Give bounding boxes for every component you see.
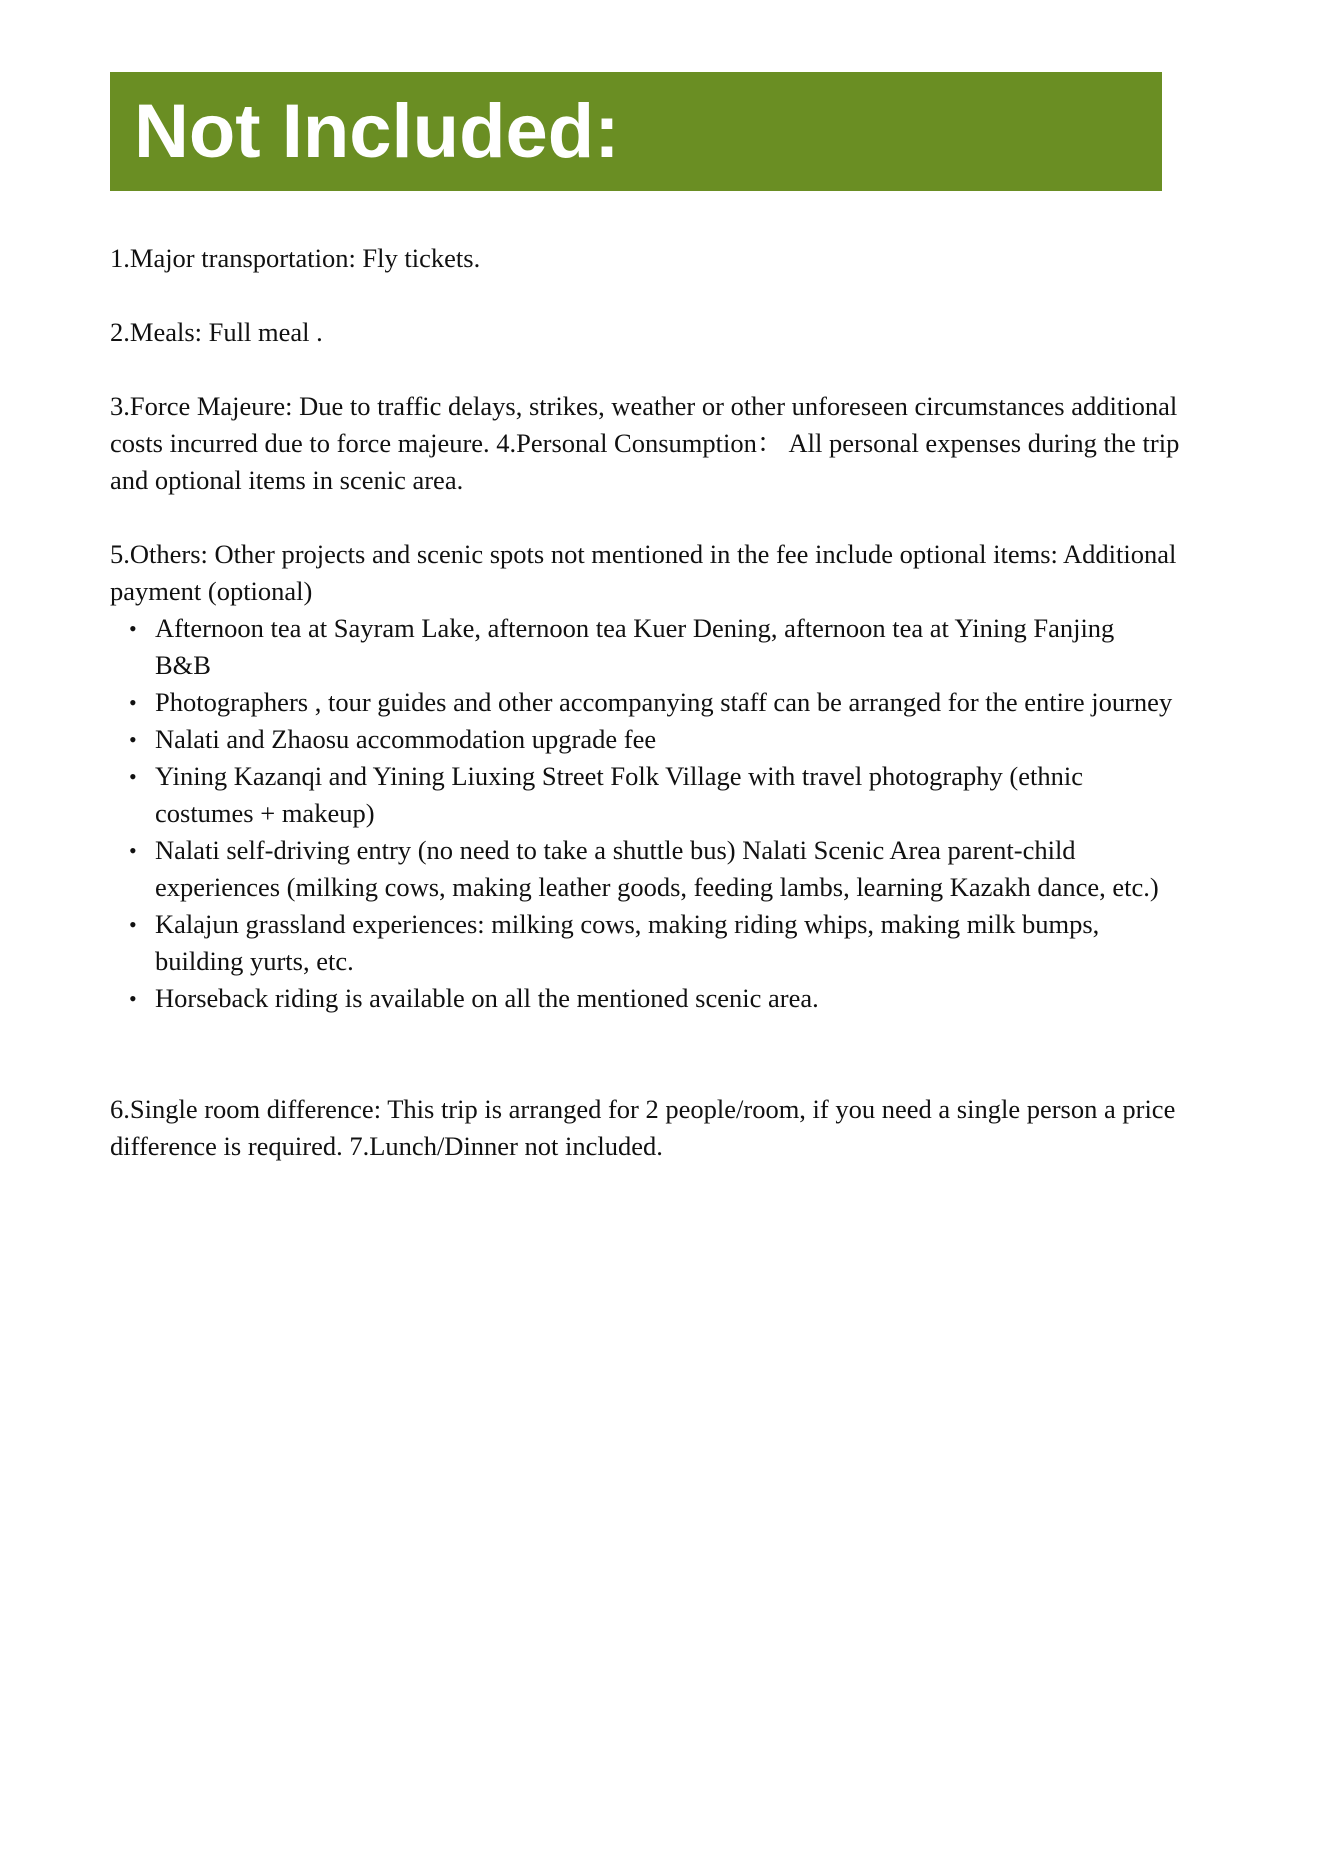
list-item: • Yining Kazanqi and Yining Liuxing Street Folk Village with travel photography (ethnic costumes + makeup) [110, 758, 1175, 832]
list-item: • Afternoon tea at Sayram Lake, afternoon tea Kuer Dening, afternoon tea at Yining Fanjing B&B [110, 610, 1175, 684]
bullet-icon: • [129, 727, 137, 752]
list-item: • Horseback riding is available on all the mentioned scenic area. [110, 980, 1175, 1017]
bullet-icon: • [129, 912, 137, 937]
item-others-intro: 5.Others: Other projects and scenic spots not mentioned in the fee include optional items: Additional payment (optional) [110, 539, 1177, 606]
optional-items-list [110, 610, 1190, 1017]
header-banner [110, 72, 1162, 191]
list-item: • Kalajun grassland experiences: milking cows, making riding whips, making milk bumps, building yurts, etc. [110, 906, 1175, 980]
item-meals: 2.Meals: Full meal . [110, 317, 323, 347]
page-title: Not Included: [134, 88, 620, 174]
item-major-transportation: 1.Major transportation: Fly tickets. [110, 243, 481, 273]
list-item: • Nalati self-driving entry (no need to take a shuttle bus) Nalati Scenic Area parent-child experiences (milking cows, making leather goods, feeding lambs, learning Kazakh dance, etc.) [110, 832, 1175, 906]
item-force-majeure-personal-consumption: 3.Force Majeure: Due to traffic delays, strikes, weather or other unforeseen circumstances additional costs incurred due to force majeure. 4.Personal Consumption： All personal expenses during the trip and optional items in scenic area. [110, 391, 1180, 495]
item-single-room-lunch-dinner: 6.Single room difference: This trip is arranged for 2 people/room, if you need a single person a price difference is required. 7.Lunch/Dinner not included. [110, 1094, 1176, 1161]
bullet-icon: • [129, 986, 137, 1011]
bullet-icon: • [129, 838, 137, 863]
document-body [110, 240, 1190, 1202]
bullet-icon: • [129, 764, 137, 789]
bullet-icon: • [129, 690, 137, 715]
list-item: • Nalati and Zhaosu accommodation upgrade fee [110, 721, 1175, 758]
bullet-icon: • [129, 616, 137, 641]
list-item: • Photographers , tour guides and other accompanying staff can be arranged for the entire journey [110, 684, 1175, 721]
